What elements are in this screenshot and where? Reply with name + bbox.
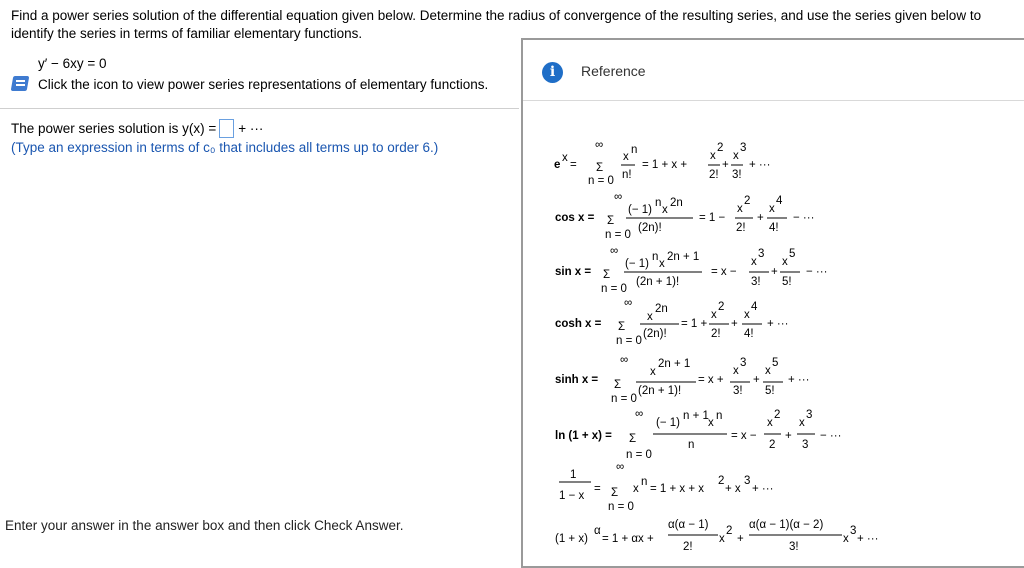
svg-text:2n + 1: 2n + 1	[658, 358, 691, 370]
svg-text:= 1 + x + x: = 1 + x + x	[650, 483, 705, 495]
svg-text:+ ···: + ···	[857, 533, 879, 545]
svg-text:= 1 +: = 1 +	[681, 318, 708, 330]
svg-text:5: 5	[789, 248, 796, 260]
instructions: Find a power series solution of the differential equation given below. Determine the radius of convergence of the resulting series, and use the series given below to identify the series in terms of familiar elementary functions.	[11, 8, 982, 41]
svg-text:2!: 2!	[736, 222, 746, 234]
svg-text:3!: 3!	[733, 385, 743, 397]
svg-text:= 1 −: = 1 −	[699, 212, 726, 224]
footer-instruction: Enter your answer in the answer box and then click Check Answer.	[5, 518, 404, 533]
svg-text:3!: 3!	[751, 276, 761, 288]
answer-hint: (Type an expression in terms of c₀ that includes all terms up to order 6.)	[11, 140, 439, 155]
svg-text:+: +	[722, 159, 729, 171]
svg-text:x: x	[799, 417, 805, 429]
svg-text:x: x	[843, 533, 849, 545]
svg-text:n: n	[652, 251, 659, 263]
svg-text:− ···: − ···	[793, 212, 815, 224]
svg-text:x: x	[733, 365, 739, 377]
answer-prefix: The power series solution is y(x) =	[11, 121, 217, 136]
svg-text:+: +	[771, 266, 778, 278]
cosh-lhs: cosh x =	[555, 318, 602, 330]
svg-text:3!: 3!	[732, 169, 742, 181]
exp-expand: = 1 + x +	[642, 159, 688, 171]
svg-text:(− 1): (− 1)	[625, 258, 649, 270]
svg-text:x: x	[767, 417, 773, 429]
differential-equation: y′ − 6xy = 0	[38, 56, 107, 71]
reference-panel	[521, 38, 1024, 568]
svg-text:3: 3	[740, 357, 747, 369]
svg-text:α(α − 1): α(α − 1)	[668, 519, 709, 531]
svg-text:2n: 2n	[655, 303, 668, 315]
svg-text:3: 3	[850, 525, 857, 537]
svg-text:(− 1): (− 1)	[656, 417, 680, 429]
svg-text:n: n	[655, 197, 662, 209]
svg-text:=: =	[570, 159, 577, 171]
svg-text:+: +	[757, 212, 764, 224]
formula-graphic	[2, 2, 1024, 564]
svg-text:x: x	[647, 311, 653, 323]
svg-text:+ ···: + ···	[788, 374, 810, 386]
svg-text:5!: 5!	[765, 385, 775, 397]
svg-text:= x −: = x −	[731, 430, 757, 442]
binom-lhs: (1 + x)	[555, 533, 588, 545]
cos-lhs: cos x =	[555, 212, 595, 224]
svg-text:x: x	[659, 258, 665, 270]
svg-text:(2n)!: (2n)!	[638, 222, 662, 234]
svg-text:2!: 2!	[683, 541, 693, 553]
svg-text:x: x	[719, 533, 725, 545]
svg-text:+ ···: + ···	[752, 483, 774, 495]
exp-inf: ∞	[595, 139, 604, 151]
svg-text:4: 4	[776, 195, 783, 207]
svg-text:x: x	[765, 365, 771, 377]
svg-text:Σ: Σ	[629, 433, 637, 445]
formula-list	[2, 2, 1024, 564]
svg-text:2n + 1: 2n + 1	[667, 251, 700, 263]
svg-text:2: 2	[718, 475, 725, 487]
svg-text:n = 0: n = 0	[611, 393, 637, 405]
exp-term-num-sup: n	[631, 144, 638, 156]
geom-num: 1	[570, 469, 577, 481]
svg-text:3: 3	[740, 142, 747, 154]
ln-lhs: ln (1 + x) =	[555, 430, 612, 442]
exp-lhs: e	[554, 159, 561, 171]
svg-text:n: n	[641, 476, 648, 488]
svg-text:Σ: Σ	[618, 321, 626, 333]
svg-text:3!: 3!	[789, 541, 799, 553]
svg-text:x: x	[769, 203, 775, 215]
svg-text:Σ: Σ	[611, 487, 619, 499]
svg-text:5: 5	[772, 357, 779, 369]
svg-text:2!: 2!	[711, 328, 721, 340]
svg-text:+: +	[785, 430, 792, 442]
svg-text:= x +: = x +	[698, 374, 724, 386]
reference-title: Reference	[581, 63, 646, 79]
svg-text:x: x	[662, 204, 668, 216]
svg-text:∞: ∞	[620, 354, 629, 366]
svg-text:α(α − 1)(α − 2): α(α − 1)(α − 2)	[749, 519, 824, 531]
info-icon: i	[542, 62, 563, 83]
svg-text:Σ: Σ	[607, 215, 615, 227]
svg-text:x: x	[744, 309, 750, 321]
svg-text:(2n + 1)!: (2n + 1)!	[638, 385, 682, 397]
svg-text:x: x	[710, 150, 716, 162]
svg-text:= x −: = x −	[711, 266, 737, 278]
svg-text:x: x	[650, 366, 656, 378]
exp-term-num: x	[623, 151, 629, 163]
svg-text:2: 2	[718, 301, 725, 313]
svg-text:n = 0: n = 0	[608, 501, 634, 513]
svg-text:2: 2	[717, 142, 724, 154]
svg-text:= 1 + αx +: = 1 + αx +	[602, 533, 654, 545]
svg-text:n: n	[688, 439, 695, 451]
svg-text:n: n	[716, 410, 723, 422]
svg-text:∞: ∞	[616, 461, 625, 473]
svg-text:+ x: + x	[725, 483, 741, 495]
svg-text:+ ···: + ···	[767, 318, 789, 330]
svg-text:2: 2	[726, 525, 733, 537]
svg-text:α: α	[594, 525, 601, 537]
svg-text:5!: 5!	[782, 276, 792, 288]
svg-text:2: 2	[744, 195, 751, 207]
svg-text:n + 1: n + 1	[683, 410, 709, 422]
svg-text:4!: 4!	[769, 222, 779, 234]
exp-n0: n = 0	[588, 175, 614, 187]
svg-text:x: x	[782, 256, 788, 268]
svg-text:∞: ∞	[614, 191, 623, 203]
sin-lhs: sin x =	[555, 266, 592, 278]
svg-text:n = 0: n = 0	[605, 229, 631, 241]
svg-text:x: x	[751, 256, 757, 268]
reference-link-text: Click the icon to view power series representations of elementary functions.	[38, 76, 489, 92]
svg-text:4: 4	[751, 301, 758, 313]
svg-text:+: +	[737, 533, 744, 545]
svg-text:4!: 4!	[744, 328, 754, 340]
svg-text:2: 2	[769, 439, 776, 451]
svg-text:x: x	[711, 309, 717, 321]
svg-text:x: x	[737, 203, 743, 215]
svg-text:2!: 2!	[709, 169, 719, 181]
svg-text:2n: 2n	[670, 197, 683, 209]
svg-text:=: =	[594, 483, 601, 495]
exp-tail: + ···	[749, 159, 771, 171]
svg-text:(2n)!: (2n)!	[643, 328, 667, 340]
answer-suffix: + ···	[238, 121, 264, 136]
svg-text:3: 3	[744, 475, 751, 487]
svg-text:− ···: − ···	[820, 430, 842, 442]
svg-text:∞: ∞	[624, 297, 633, 309]
svg-text:Σ: Σ	[603, 269, 611, 281]
exp-lhs-sup: x	[562, 152, 568, 164]
svg-text:x: x	[633, 483, 639, 495]
svg-text:− ···: − ···	[806, 266, 828, 278]
svg-text:x: x	[733, 150, 739, 162]
sinh-lhs: sinh x =	[555, 374, 599, 386]
svg-text:2: 2	[774, 409, 781, 421]
svg-text:+: +	[753, 374, 760, 386]
svg-text:∞: ∞	[610, 245, 619, 257]
svg-text:n = 0: n = 0	[601, 283, 627, 295]
svg-text:Σ: Σ	[614, 379, 622, 391]
svg-text:3: 3	[806, 409, 813, 421]
svg-text:x: x	[708, 417, 714, 429]
svg-text:n = 0: n = 0	[616, 335, 642, 347]
svg-text:(− 1): (− 1)	[628, 204, 652, 216]
svg-text:3: 3	[758, 248, 765, 260]
exp-sigma: Σ	[596, 162, 604, 174]
svg-text:3: 3	[802, 439, 809, 451]
svg-text:∞: ∞	[635, 408, 644, 420]
svg-text:+: +	[731, 318, 738, 330]
svg-text:n = 0: n = 0	[626, 449, 652, 461]
exp-term-den: n!	[622, 169, 632, 181]
geom-den: 1 − x	[559, 490, 585, 502]
svg-text:(2n + 1)!: (2n + 1)!	[636, 276, 680, 288]
